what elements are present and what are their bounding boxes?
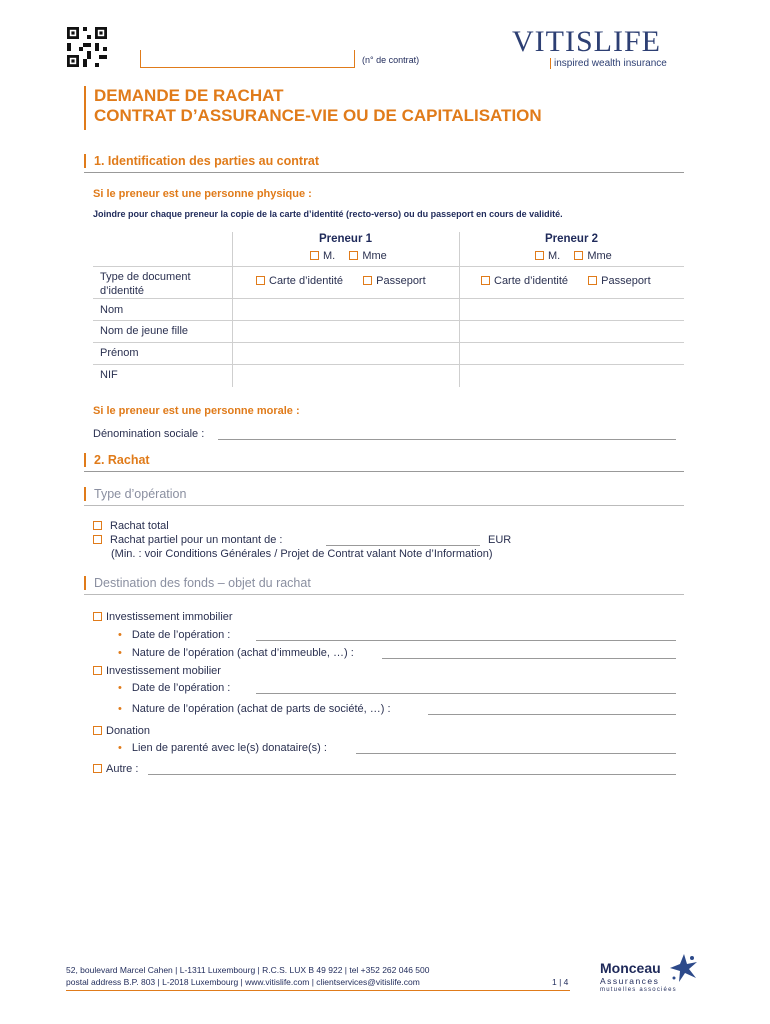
rachat-partiel-option	[93, 534, 282, 546]
table-rule	[93, 342, 684, 343]
monceau-brand-sub2: mutuelles associées	[600, 987, 677, 993]
other-label: Autre :	[106, 763, 139, 775]
section2-title: 2. Rachat	[84, 453, 150, 467]
immo-date-item	[118, 629, 230, 641]
physical-person-note: Joindre pour chaque preneur la copie de la carte d’identité (recto-verso) ou du passeport en cours de validité.	[93, 209, 563, 219]
row-label-maiden-name: Nom de jeune fille	[100, 325, 189, 337]
mob-date-field[interactable]	[256, 682, 676, 694]
logo-main: VITISLIFE	[512, 25, 661, 58]
contract-number-label: (n° de contrat)	[362, 55, 420, 65]
row-label-doc-type: Type de document d’identité	[100, 271, 191, 297]
logo-tagline: inspired wealth insurance	[550, 58, 667, 69]
preneur2-passport-label: Passeport	[601, 275, 651, 287]
footer-address-line1: 52, boulevard Marcel Cahen | L-1311 Luxembourg | R.C.S. LUX B 49 922 | tel +352 262 046 500	[66, 965, 430, 975]
monceau-brand-sub: Assurances	[600, 976, 660, 986]
donation-link-field[interactable]	[356, 742, 676, 754]
preneur1-passport-label: Passeport	[376, 275, 426, 287]
checkbox-icon[interactable]	[93, 612, 102, 621]
table-rule	[93, 364, 684, 365]
checkbox-icon[interactable]	[349, 251, 358, 260]
checkbox-icon[interactable]	[363, 276, 372, 285]
immo-label: Investissement immobilier	[106, 611, 233, 623]
other-option	[93, 763, 138, 775]
bullet-icon: •	[118, 647, 122, 659]
table-rule	[93, 298, 684, 299]
other-field[interactable]	[148, 763, 676, 775]
monceau-logo	[600, 960, 710, 1000]
section2-rule	[84, 471, 684, 472]
mob-nature-item	[118, 703, 391, 715]
vitislife-logo	[512, 26, 712, 70]
destination-rule	[84, 594, 684, 595]
denomination-label: Dénomination sociale :	[93, 428, 205, 440]
preneur1-id-card-label: Carte d’identité	[269, 275, 343, 287]
row-label-prenom: Prénom	[100, 347, 139, 359]
preneur1-civility	[310, 250, 387, 262]
preneur1-doc-type	[256, 275, 426, 287]
preneur2-doc-type	[481, 275, 651, 287]
title-line2: CONTRAT D’ASSURANCE-VIE OU DE CAPITALISATION	[94, 106, 542, 125]
monceau-brand: Monceau	[600, 960, 661, 976]
checkbox-icon[interactable]	[588, 276, 597, 285]
section1-title: 1. Identification des parties au contrat	[84, 154, 319, 168]
row-label-nom: Nom	[100, 304, 124, 316]
immo-option	[93, 611, 233, 623]
table-rule	[93, 266, 684, 267]
bullet-icon: •	[118, 682, 122, 694]
mob-date-item	[118, 682, 230, 694]
checkbox-icon[interactable]	[93, 726, 102, 735]
mob-option	[93, 665, 221, 677]
mob-nature-label: Nature de l’opération (achat de parts de société, …) :	[131, 703, 391, 715]
partial-amount-field[interactable]	[326, 534, 480, 546]
operation-type-rule	[84, 505, 684, 506]
bullet-icon: •	[118, 629, 122, 641]
preneur1-mme-label: Mme	[362, 250, 387, 262]
mob-nature-field[interactable]	[428, 703, 676, 715]
monceau-star-icon	[666, 952, 702, 984]
preneur2-header: Preneur 2	[544, 233, 599, 245]
donation-link-item	[118, 742, 327, 754]
preneur2-civility	[535, 250, 612, 262]
checkbox-icon[interactable]	[481, 276, 490, 285]
checkbox-icon[interactable]	[93, 666, 102, 675]
preneur1-m-label: M.	[323, 250, 336, 262]
denomination-field[interactable]	[218, 428, 676, 440]
footer-rule	[66, 990, 570, 991]
checkbox-icon[interactable]	[93, 764, 102, 773]
currency-label: EUR	[488, 534, 512, 546]
page-number: 1 | 4	[552, 977, 569, 987]
donation-link-label: Lien de parenté avec le(s) donataire(s) :	[131, 742, 327, 754]
immo-date-field[interactable]	[256, 629, 676, 641]
footer-address-line2: postal address B.P. 803 | L-2018 Luxembourg | www.vitislife.com | clientservices@vitislife.com	[66, 977, 420, 987]
contract-number-field[interactable]	[140, 50, 355, 68]
bullet-icon: •	[118, 703, 122, 715]
row-label-nif: NIF	[100, 369, 118, 381]
immo-nature-item	[118, 647, 354, 659]
rachat-total-option	[93, 520, 169, 532]
checkbox-icon[interactable]	[93, 535, 102, 544]
qr-code-icon	[67, 27, 107, 67]
form-title	[84, 86, 542, 130]
immo-nature-field[interactable]	[382, 647, 676, 659]
operation-type-title: Type d’opération	[84, 487, 186, 501]
table-rule	[93, 320, 684, 321]
checkbox-icon[interactable]	[256, 276, 265, 285]
preneur2-mme-label: Mme	[587, 250, 612, 262]
moral-person-heading: Si le preneur est une personne morale :	[93, 405, 300, 417]
donation-label: Donation	[106, 725, 151, 737]
section1-rule	[84, 172, 684, 173]
bullet-icon: •	[118, 742, 122, 754]
rachat-total-label: Rachat total	[110, 520, 169, 532]
destination-title: Destination des fonds – objet du rachat	[84, 576, 311, 590]
checkbox-icon[interactable]	[535, 251, 544, 260]
immo-nature-label: Nature de l’opération (achat d’immeuble, …) :	[131, 647, 354, 659]
physical-person-heading: Si le preneur est une personne physique :	[93, 188, 312, 200]
preneur1-header: Preneur 1	[318, 233, 373, 245]
preneur2-m-label: M.	[548, 250, 561, 262]
min-note: (Min. : voir Conditions Générales / Projet de Contrat valant Note d’Information)	[111, 548, 493, 560]
preneur2-id-card-label: Carte d’identité	[494, 275, 568, 287]
checkbox-icon[interactable]	[574, 251, 583, 260]
title-line1: DEMANDE DE RACHAT	[94, 86, 284, 105]
immo-date-label: Date de l’opération :	[131, 629, 231, 641]
checkbox-icon[interactable]	[310, 251, 319, 260]
rachat-partiel-label: Rachat partiel pour un montant de :	[110, 534, 283, 546]
donation-option	[93, 725, 150, 737]
mob-date-label: Date de l’opération :	[131, 682, 231, 694]
mob-label: Investissement mobilier	[106, 665, 221, 677]
checkbox-icon[interactable]	[93, 521, 102, 530]
